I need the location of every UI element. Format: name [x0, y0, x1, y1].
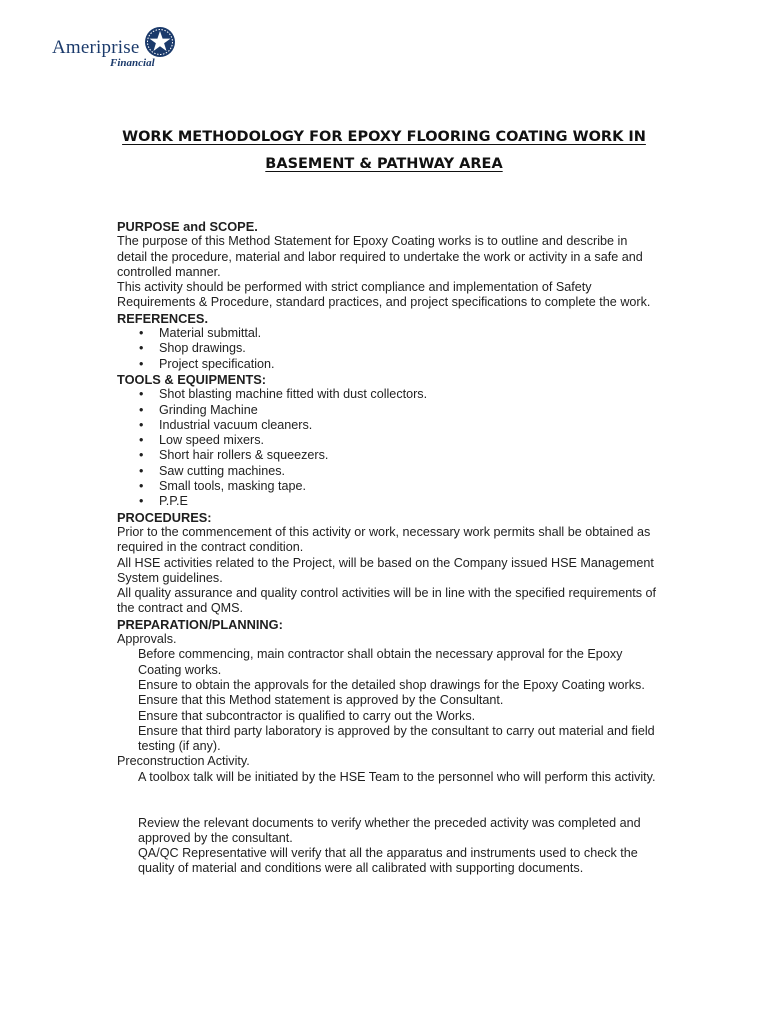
approval-item: Ensure to obtain the approvals for the detailed shop drawings for the Epoxy Coating works.: [138, 677, 645, 692]
list-item: • Small tools, masking tape.: [159, 479, 657, 494]
preconstruction-label: Preconstruction Activity.: [117, 754, 250, 769]
list-item: • Saw cutting machines.: [159, 464, 657, 479]
preconstruction-item: QA/QC Representative will verify that all the apparatus and instruments used to check the quality of material and conditions were all calibrated with supporting documents.: [138, 846, 638, 876]
preconstruction-item: Review the relevant documents to verify whether the preceded activity was completed and approved by the consultant.: [138, 815, 641, 845]
references-list: [117, 326, 657, 372]
star-seal-icon: [144, 26, 176, 58]
list-item: • Industrial vacuum cleaners.: [159, 418, 657, 433]
list-item: • Low speed mixers.: [159, 433, 657, 448]
list-item: • Material submittal.: [159, 326, 657, 341]
title-line-2: BASEMENT & PATHWAY AREA: [265, 156, 503, 172]
approval-item: Ensure that third party laboratory is approved by the consultant to carry out material and field testing (if any).: [138, 723, 655, 754]
document-title: [0, 124, 768, 178]
document-body: [117, 219, 657, 877]
list-item: • Grinding Machine: [159, 403, 657, 418]
procedures-paragraph-3: All quality assurance and quality control activities will be in line with the specified requirements of the contract and QMS.: [117, 586, 657, 616]
procedures-heading: PROCEDURES:: [117, 509, 212, 525]
preparation-heading: PREPARATION/PLANNING:: [117, 616, 283, 632]
references-heading: REFERENCES.: [117, 310, 209, 326]
list-item: • Shot blasting machine fitted with dust collectors.: [159, 387, 657, 402]
purpose-paragraph-1: The purpose of this Method Statement for Epoxy Coating works is to outline and describe in detail the procedure, material and labor required to undertake the work or activity in a safe and controlled manner.: [117, 234, 643, 279]
ameriprise-logo: [52, 26, 182, 72]
logo-subtitle: Financial: [110, 57, 155, 69]
list-item: • P.P.E: [159, 494, 657, 509]
purpose-paragraph-2: This activity should be performed with strict compliance and implementation of Safety Requirements & Procedure, standard practices, and project specifications to complete the work.: [117, 280, 651, 310]
logo-wordmark: Ameriprise: [52, 37, 140, 58]
procedures-paragraph-1: Prior to the commencement of this activity or work, necessary work permits shall be obtained as required in the contract condition.: [117, 524, 651, 555]
tools-list: [117, 387, 657, 509]
approvals-label: Approvals.: [117, 632, 177, 647]
spacer: [117, 785, 657, 816]
list-item: • Shop drawings.: [159, 341, 657, 356]
list-item: • Project specification.: [159, 357, 657, 372]
tools-heading: TOOLS & EQUIPMENTS:: [117, 371, 267, 387]
list-item: • Short hair rollers & squeezers.: [159, 448, 657, 463]
approval-item: Before commencing, main contractor shall obtain the necessary approval for the Epoxy Coating works.: [138, 647, 623, 677]
purpose-heading: PURPOSE and SCOPE.: [117, 219, 258, 234]
approval-item: Ensure that subcontractor is qualified to carry out the Works.: [138, 708, 476, 723]
title-line-1: WORK METHODOLOGY FOR EPOXY FLOORING COATING WORK IN: [122, 129, 646, 145]
procedures-paragraph-2: All HSE activities related to the Project, will be based on the Company issued HSE Management System guidelines.: [117, 555, 654, 585]
preconstruction-item: A toolbox talk will be initiated by the HSE Team to the personnel who will perform this activity.: [138, 769, 656, 784]
approval-item: Ensure that this Method statement is approved by the Consultant.: [138, 693, 504, 708]
